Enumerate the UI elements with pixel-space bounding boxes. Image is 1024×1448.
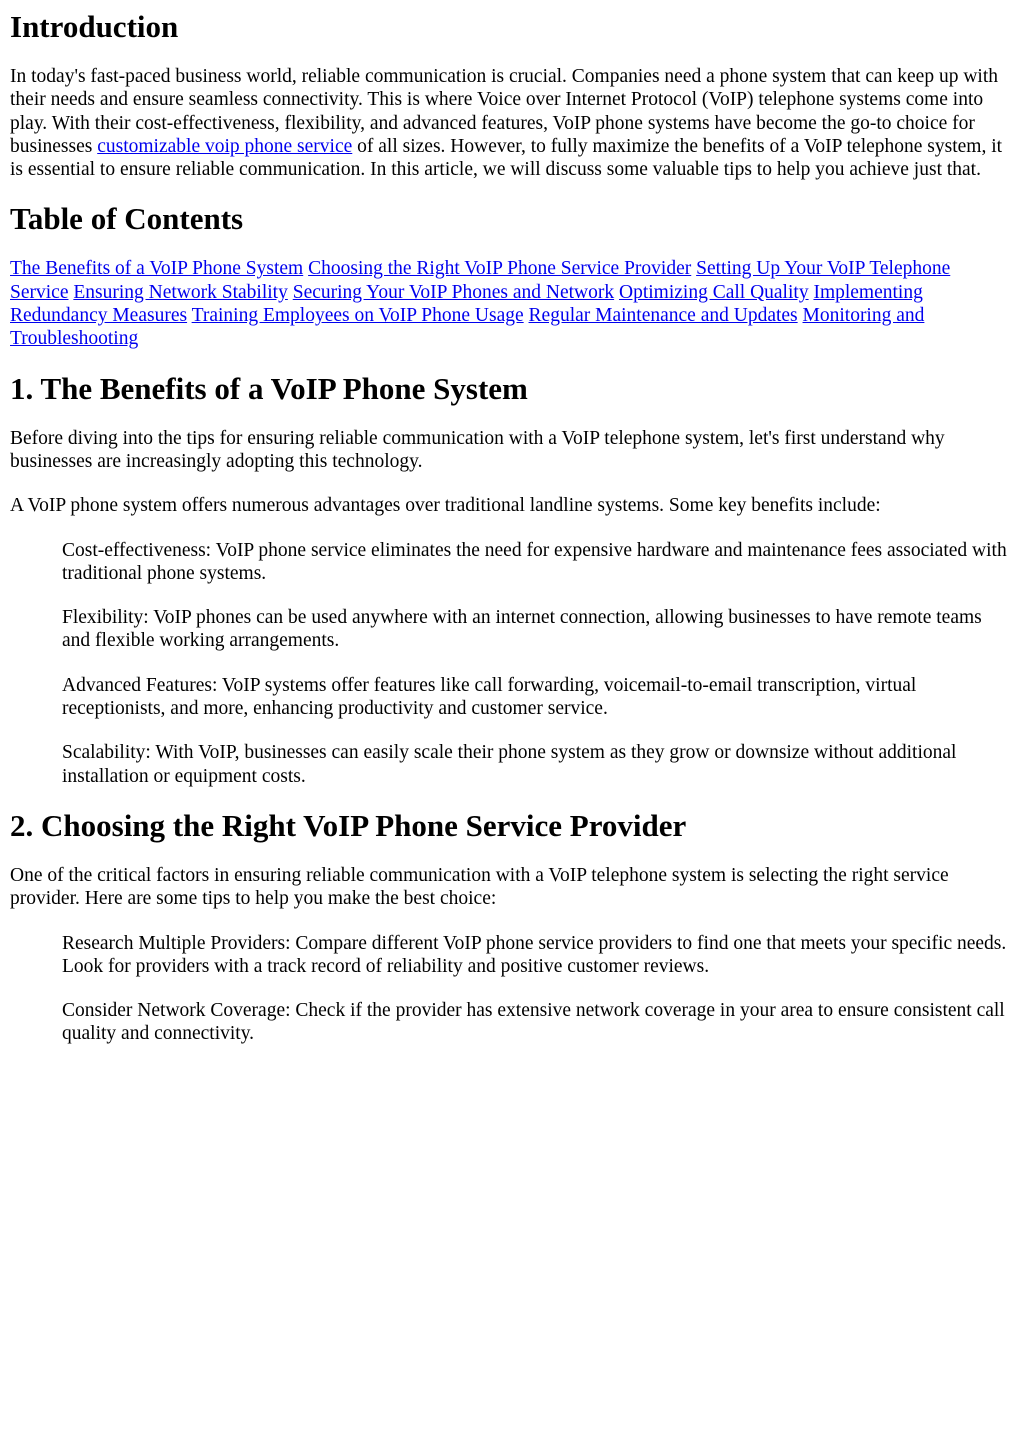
customizable-voip-link[interactable]: customizable voip phone service [97, 135, 353, 157]
section1-heading: 1. The Benefits of a VoIP Phone System [10, 370, 528, 406]
toc-link-network-stability[interactable]: Ensuring Network Stability [73, 281, 288, 303]
benefit-item: Scalability: With VoIP, businesses can easily scale their phone system as they grow or downsize without additional installation or equipment costs. [62, 742, 957, 787]
toc-link-maintenance[interactable]: Regular Maintenance and Updates [528, 305, 798, 327]
intro-heading: Introduction [10, 9, 179, 44]
section2-heading: 2. Choosing the Right VoIP Phone Service Provider [10, 807, 687, 843]
toc-links [10, 257, 1012, 350]
toc-link-call-quality[interactable]: Optimizing Call Quality [619, 281, 809, 303]
benefit-item: Flexibility: VoIP phones can be used anywhere with an internet connection, allowing businesses to have remote teams and flexible working arrangements. [62, 607, 982, 652]
toc-link-securing[interactable]: Securing Your VoIP Phones and Network [292, 281, 615, 303]
provider-tip-item: Consider Network Coverage: Check if the provider has extensive network coverage in your area to ensure consistent call quality and connectivity. [62, 1000, 1005, 1045]
intro-text-before: In today's fast-paced business world, reliable communication is crucial. Companies need a phone system that can keep up with their needs and ensure seamless connectivity. This is where Voice over Internet Protocol (VoIP) telephone systems come into play. With their cost-effectiveness, flexibility, and advanced features, VoIP phone systems have become the go-to choice for businesses [10, 66, 998, 157]
section1-paragraph-2: A VoIP phone system offers numerous advantages over traditional landline systems. Some key benefits include: [10, 495, 881, 517]
provider-tip-item: Research Multiple Providers: Compare different VoIP phone service providers to find one that meets your specific needs. Look for providers with a track record of reliability and positive customer reviews. [62, 932, 1007, 977]
toc-link-training[interactable]: Training Employees on VoIP Phone Usage [191, 305, 524, 327]
toc-link-choosing-provider[interactable]: Choosing the Right VoIP Phone Service Provider [308, 258, 692, 280]
toc-link-redundancy[interactable]: Implementing Redundancy Measures [10, 281, 923, 327]
intro-text-after: of all sizes. However, to fully maximize the benefits of a VoIP telephone system, it is essential to ensure reliable communication. In this article, we will discuss some valuable tips to help you achieve just that. [10, 135, 1003, 181]
section2-paragraph-1: One of the critical factors in ensuring reliable communication with a VoIP telephone system is selecting the right service provider. Here are some tips to help you make the best choice: [10, 864, 949, 910]
toc-link-setting-up[interactable]: Setting Up Your VoIP Telephone Service [10, 258, 951, 303]
benefit-item: Advanced Features: VoIP systems offer features like call forwarding, voicemail-to-email transcription, virtual receptionists, and more, enhancing productivity and customer service. [62, 674, 917, 720]
toc-link-monitoring[interactable]: Monitoring and Troubleshooting [10, 305, 925, 350]
toc-heading: Table of Contents [10, 201, 244, 237]
toc-link-benefits[interactable]: The Benefits of a VoIP Phone System [10, 258, 304, 280]
section1-paragraph-1: Before diving into the tips for ensuring reliable communication with a VoIP telephone system, let's first understand why businesses are increasingly adopting this technology. [10, 427, 945, 472]
benefit-item: Cost-effectiveness: VoIP phone service eliminates the need for expensive hardware and maintenance fees associated with traditional phone systems. [62, 539, 1007, 584]
intro-paragraph [10, 65, 1012, 181]
